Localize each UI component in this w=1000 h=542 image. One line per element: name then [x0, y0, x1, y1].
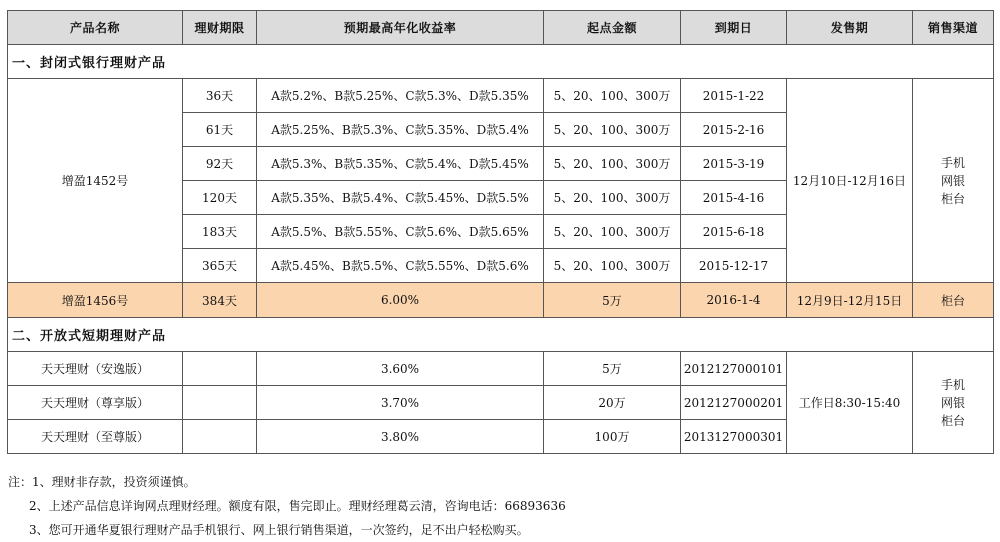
min-amount-cell: 5、20、100、300万 [544, 147, 681, 181]
due-date-cell: 2015-1-22 [681, 79, 787, 113]
channel-mobile: 手机 [940, 377, 965, 392]
header-sale-period: 发售期 [787, 11, 913, 45]
min-amount-cell: 100万 [544, 420, 681, 454]
rate-cell: A款5.3%、B款5.35%、C款5.4%、D款5.45% [257, 147, 544, 181]
rate-cell: A款5.2%、B款5.25%、C款5.3%、D款5.35% [257, 79, 544, 113]
header-row [8, 11, 994, 45]
note-3: 3、您可开通华夏银行理财产品手机银行、网上银行销售渠道，一次签约，足不出户轻松购买。 [29, 523, 529, 537]
section-row-closed [8, 45, 994, 79]
product-name-cell: 天天理财（尊享版） [8, 386, 183, 420]
rate-cell: 3.60% [257, 352, 544, 386]
rate-cell: 3.70% [257, 386, 544, 420]
header-channel: 销售渠道 [913, 11, 994, 45]
header-product-name: 产品名称 [8, 11, 183, 45]
note-1: 注：1、理财非存款，投资须谨慎。 [8, 475, 196, 489]
min-amount-cell: 5、20、100、300万 [544, 181, 681, 215]
due-date-cell: 2015-3-19 [681, 147, 787, 181]
term-cell: 120天 [183, 181, 257, 215]
min-amount-cell: 5、20、100、300万 [544, 79, 681, 113]
min-amount-cell: 5万 [544, 352, 681, 386]
header-due-date: 到期日 [681, 11, 787, 45]
highlighted-row [8, 283, 994, 318]
term-cell [183, 420, 257, 454]
header-expected-yield: 预期最高年化收益率 [257, 11, 544, 45]
min-amount-cell: 5、20、100、300万 [544, 113, 681, 147]
sale-period-cell: 工作日8:30-15:40 [787, 352, 913, 454]
product-name-cell: 天天理财（安逸版） [8, 352, 183, 386]
min-amount-cell: 5万 [544, 283, 681, 318]
notes [8, 470, 566, 542]
channel-online: 网银 [940, 173, 965, 188]
term-cell: 183天 [183, 215, 257, 249]
product-name-cell: 天天理财（至尊版） [8, 420, 183, 454]
term-cell [183, 352, 257, 386]
channel-online: 网银 [940, 395, 965, 410]
product-name-cell: 增盈1456号 [8, 283, 183, 318]
rate-cell: A款5.5%、B款5.55%、C款5.6%、D款5.65% [257, 215, 544, 249]
header-term: 理财期限 [183, 11, 257, 45]
sale-period-cell: 12月9日-12月15日 [787, 283, 913, 318]
channel-mobile: 手机 [940, 155, 965, 170]
rate-cell: A款5.45%、B款5.5%、C款5.55%、D款5.6% [257, 249, 544, 283]
rate-cell: A款5.35%、B款5.4%、C款5.45%、D款5.5% [257, 181, 544, 215]
term-cell: 384天 [183, 283, 257, 318]
due-date-cell: 2015-4-16 [681, 181, 787, 215]
term-cell [183, 386, 257, 420]
table-row [8, 79, 994, 113]
section-title-open: 二、开放式短期理财产品 [8, 318, 994, 352]
sale-period-cell: 12月10日-12月16日 [787, 79, 913, 283]
note-2: 2、上述产品信息详询网点理财经理。额度有限，售完即止。理财经理葛云清，咨询电话：66893636 [29, 499, 566, 513]
product-code-cell: 2013127000301 [681, 420, 787, 454]
channel-cell [913, 352, 994, 454]
rate-cell: 3.80% [257, 420, 544, 454]
min-amount-cell: 20万 [544, 386, 681, 420]
term-cell: 36天 [183, 79, 257, 113]
table-row [8, 352, 994, 386]
due-date-cell: 2015-6-18 [681, 215, 787, 249]
rate-cell: A款5.25%、B款5.3%、C款5.35%、D款5.4% [257, 113, 544, 147]
due-date-cell: 2015-12-17 [681, 249, 787, 283]
header-min-amount: 起点金额 [544, 11, 681, 45]
term-cell: 365天 [183, 249, 257, 283]
channel-counter: 柜台 [940, 191, 965, 206]
section-row-open [8, 318, 994, 352]
product-code-cell: 2012127000101 [681, 352, 787, 386]
min-amount-cell: 5、20、100、300万 [544, 215, 681, 249]
channel-counter: 柜台 [940, 413, 965, 428]
due-date-cell: 2015-2-16 [681, 113, 787, 147]
channel-cell [913, 79, 994, 283]
section-title-closed: 一、封闭式银行理财产品 [8, 45, 994, 79]
channel-cell: 柜台 [913, 283, 994, 318]
product-name-cell: 增盈1452号 [8, 79, 183, 283]
rate-cell: 6.00% [257, 283, 544, 318]
term-cell: 92天 [183, 147, 257, 181]
product-table [7, 10, 994, 454]
term-cell: 61天 [183, 113, 257, 147]
due-date-cell: 2016-1-4 [681, 283, 787, 318]
min-amount-cell: 5、20、100、300万 [544, 249, 681, 283]
product-code-cell: 2012127000201 [681, 386, 787, 420]
